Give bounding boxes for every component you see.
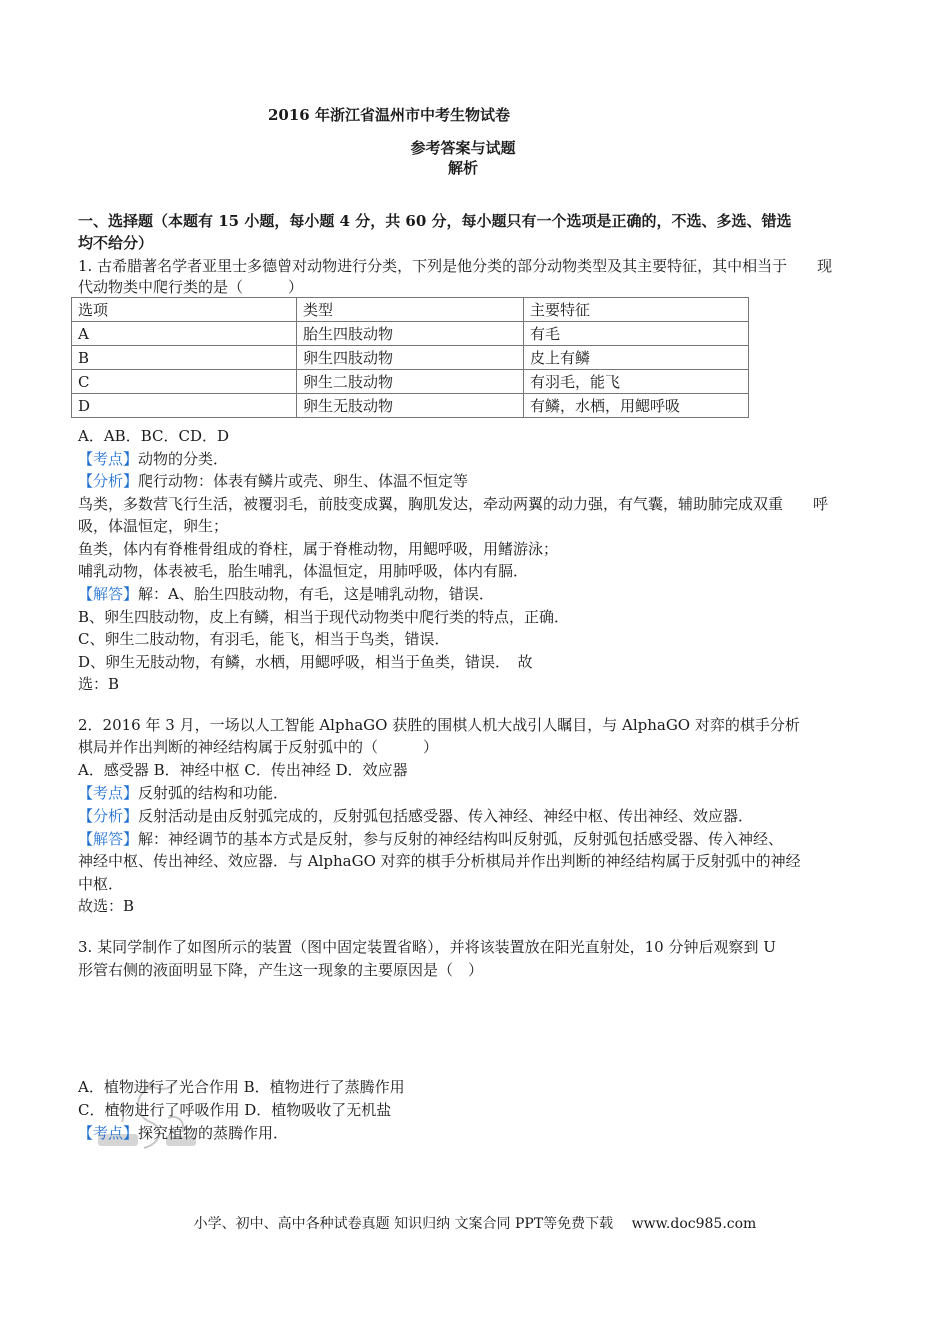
table-row bbox=[72, 394, 749, 418]
table-row bbox=[72, 322, 749, 346]
table-cell: D bbox=[72, 394, 297, 418]
table-row bbox=[72, 346, 749, 370]
q1-fenxi-line: 鸟类，多数营飞行生活，被覆羽毛，前肢变成翼，胸肌发达，牵动两翼的动力强，有气囊，辅助肺完成双重 呼 bbox=[78, 495, 829, 513]
q1-jieda bbox=[78, 584, 494, 605]
table-header-cell: 主要特征 bbox=[524, 298, 749, 322]
q2-options: A．感受器 B．神经中枢 C．传出神经 D．效应器 bbox=[78, 761, 408, 779]
jieda-text: 解：神经调节的基本方式是反射，参与反射的神经结构叫反射弧，反射弧包括感受器、传入神经、 bbox=[138, 830, 784, 848]
q1-jieda-line: B、卵生四肢动物，皮上有鳞，相当于现代动物类中爬行类的特点，正确． bbox=[78, 608, 570, 626]
q1-options: A．AB．BC．CD．D bbox=[78, 427, 229, 445]
table-cell: 皮上有鳞 bbox=[524, 346, 749, 370]
q1-fenxi-line: 吸，体温恒定，卵生； bbox=[78, 517, 229, 535]
subtitle-2-text: 解析 bbox=[447, 159, 478, 177]
table-cell: C bbox=[72, 370, 297, 394]
kaodian-text: 反射弧的结构和功能． bbox=[138, 784, 289, 802]
table-cell: 卵生无肢动物 bbox=[297, 394, 524, 418]
q3-stem-cont: 形管右侧的液面明显下降，产生这一现象的主要原因是（ ） bbox=[78, 961, 484, 979]
table-header-row bbox=[72, 298, 749, 322]
table-cell: 有羽毛，能飞 bbox=[524, 370, 749, 394]
jieda-tag: 【解答】 bbox=[78, 830, 139, 848]
q2-jieda bbox=[78, 829, 783, 850]
q3-stem: 3. 某同学制作了如图所示的装置（图中固定装置省略），并将该装置放在阳光直射处，10 分钟后观察到 U bbox=[78, 938, 776, 956]
subtitle-line-1 bbox=[0, 137, 950, 158]
table-cell: B bbox=[72, 346, 297, 370]
section-heading: 一、选择题（本题有 15 小题，每小题 4 分，共 60 分，每小题只有一个选项是正确的，不选、多选、错选 bbox=[78, 212, 792, 230]
q2-kaodian bbox=[78, 783, 288, 804]
q1-table bbox=[71, 297, 749, 418]
table-cell: 有毛 bbox=[524, 322, 749, 346]
table-cell: 卵生四肢动物 bbox=[297, 346, 524, 370]
q2-jieda-line: 神经中枢、传出神经、效应器．与 AlphaGO 对弈的棋手分析棋局并作出判断的神经结构属于反射弧中的神经 bbox=[78, 852, 801, 870]
q3-options: A．植物进行了光合作用 B．植物进行了蒸腾作用 bbox=[78, 1078, 405, 1096]
fenxi-tag: 【分析】 bbox=[78, 807, 139, 825]
q1-kaodian bbox=[78, 449, 228, 470]
jieda-tag: 【解答】 bbox=[78, 585, 139, 603]
q2-stem-cont: 棋局并作出判断的神经结构属于反射弧中的（ ） bbox=[78, 738, 439, 756]
q1-fenxi-line: 鱼类，体内有脊椎骨组成的脊柱，属于脊椎动物，用鳃呼吸，用鳍游泳； bbox=[78, 540, 559, 558]
subtitle-1-text: 参考答案与试题 bbox=[410, 139, 516, 157]
kaodian-text: 动物的分类． bbox=[138, 450, 229, 468]
kaodian-tag: 【考点】 bbox=[78, 784, 139, 802]
q3-options-cont: C．植物进行了呼吸作用 D．植物吸收了无机盐 bbox=[78, 1101, 392, 1119]
q2-fenxi bbox=[78, 806, 753, 827]
q1-fenxi-line: 哺乳动物，体表被毛，胎生哺乳，体温恒定，用肺呼吸，体内有膈． bbox=[78, 562, 529, 580]
subtitle-line-2 bbox=[0, 157, 950, 178]
kaodian-text: 探究植物的蒸腾作用． bbox=[138, 1124, 289, 1142]
section-heading-cont: 均不给分） bbox=[78, 234, 154, 252]
page-title: 2016 年浙江省温州市中考生物试卷 bbox=[268, 106, 510, 124]
q1-jieda-line: C、卵生二肢动物，有羽毛，能飞，相当于鸟类，错误． bbox=[78, 630, 450, 648]
q1-jieda-line: D、卵生无肢动物，有鳞，水栖，用鳃呼吸，相当于鱼类，错误． 故 bbox=[78, 653, 533, 671]
q2-stem: 2．2016 年 3 月，一场以人工智能 AlphaGO 获胜的围棋人机大战引人瞩目，与 AlphaGO 对弈的棋手分析 bbox=[78, 716, 800, 734]
table-cell: A bbox=[72, 322, 297, 346]
q2-answer: 故选：B bbox=[78, 897, 135, 915]
kaodian-tag: 【考点】 bbox=[78, 450, 139, 468]
q1-stem: 1. 古希腊著名学者亚里士多德曾对动物进行分类，下列是他分类的部分动物类型及其主要特征，其中相当于 现 bbox=[78, 257, 833, 275]
jieda-text: 解：A、胎生四肢动物，有毛，这是哺乳动物，错误． bbox=[138, 585, 494, 603]
q3-kaodian bbox=[78, 1123, 288, 1144]
table-cell: 有鳞，水栖，用鳃呼吸 bbox=[524, 394, 749, 418]
q2-jieda-line: 中枢． bbox=[78, 875, 124, 893]
table-cell: 胎生四肢动物 bbox=[297, 322, 524, 346]
table-row bbox=[72, 370, 749, 394]
q1-fenxi bbox=[78, 471, 468, 492]
fenxi-text: 反射活动是由反射弧完成的，反射弧包括感受器、传入神经、神经中枢、传出神经、效应器． bbox=[138, 807, 754, 825]
table-header-cell: 类型 bbox=[297, 298, 524, 322]
q1-jieda-line: 选：B bbox=[78, 675, 120, 693]
footer-text: 小学、初中、高中各种试卷真题 知识归纳 文案合同 PPT等免费下载 www.doc985.com bbox=[193, 1216, 757, 1232]
table-header-cell: 选项 bbox=[72, 298, 297, 322]
fenxi-text: 爬行动物：体表有鳞片或壳、卵生、体温不恒定等 bbox=[138, 472, 469, 490]
table-cell: 卵生二肢动物 bbox=[297, 370, 524, 394]
fenxi-tag: 【分析】 bbox=[78, 472, 139, 490]
q1-stem-cont: 代动物类中爬行类的是（ ） bbox=[78, 278, 304, 296]
kaodian-tag: 【考点】 bbox=[78, 1124, 139, 1142]
